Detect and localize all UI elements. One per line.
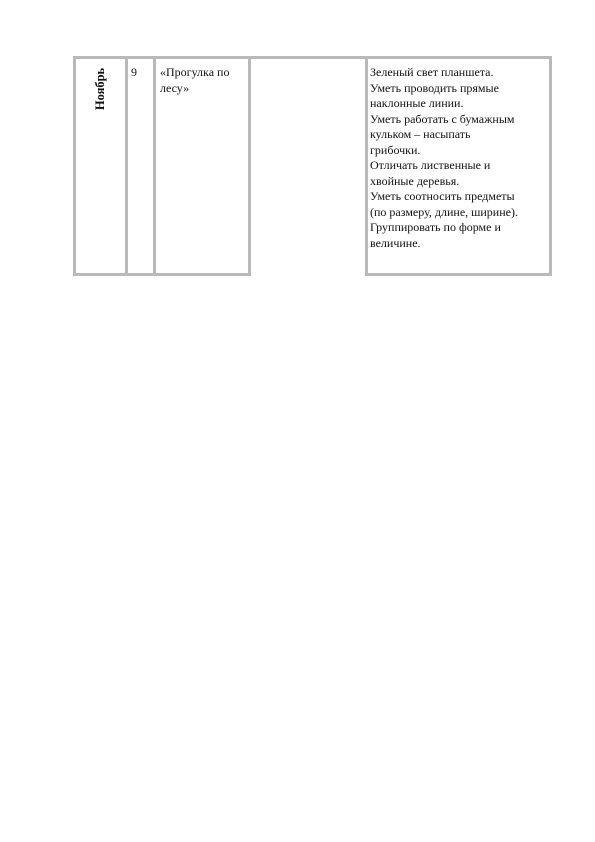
month-cell bbox=[76, 59, 125, 273]
lesson-table bbox=[73, 56, 552, 276]
skills-line: (по размеру, длине, ширине). bbox=[370, 204, 518, 219]
column-divider-3 bbox=[248, 56, 251, 276]
skills-line: Группировать по форме и bbox=[370, 220, 501, 234]
skills-line: Отличать лиственные и bbox=[370, 158, 491, 172]
lesson-number: 9 bbox=[131, 65, 137, 79]
skills-line: кульком – насыпать bbox=[370, 127, 471, 141]
skills-cell bbox=[370, 65, 550, 251]
skills-line: хвойные деревья. bbox=[370, 173, 460, 188]
skills-line: наклонные линии. bbox=[370, 96, 464, 110]
skills-line: Уметь проводить прямые bbox=[370, 80, 499, 95]
table-border-top bbox=[73, 56, 552, 59]
column-divider-1 bbox=[125, 56, 128, 276]
column-divider-2 bbox=[153, 56, 156, 276]
lesson-title: «Прогулка по лесу» bbox=[160, 65, 230, 95]
column-divider-4 bbox=[365, 56, 368, 276]
skills-line: Уметь работать с бумажным bbox=[370, 111, 515, 126]
table-border-bottom-right bbox=[365, 273, 552, 276]
skills-line: грибочки. bbox=[370, 142, 421, 157]
skills-line: Зеленый свет планшета. bbox=[370, 65, 494, 79]
table-border-bottom-left bbox=[73, 273, 251, 276]
skills-line: Уметь соотносить предметы bbox=[370, 189, 515, 203]
skills-line: величине. bbox=[370, 235, 421, 250]
month-label: Ноябрь bbox=[93, 67, 107, 111]
